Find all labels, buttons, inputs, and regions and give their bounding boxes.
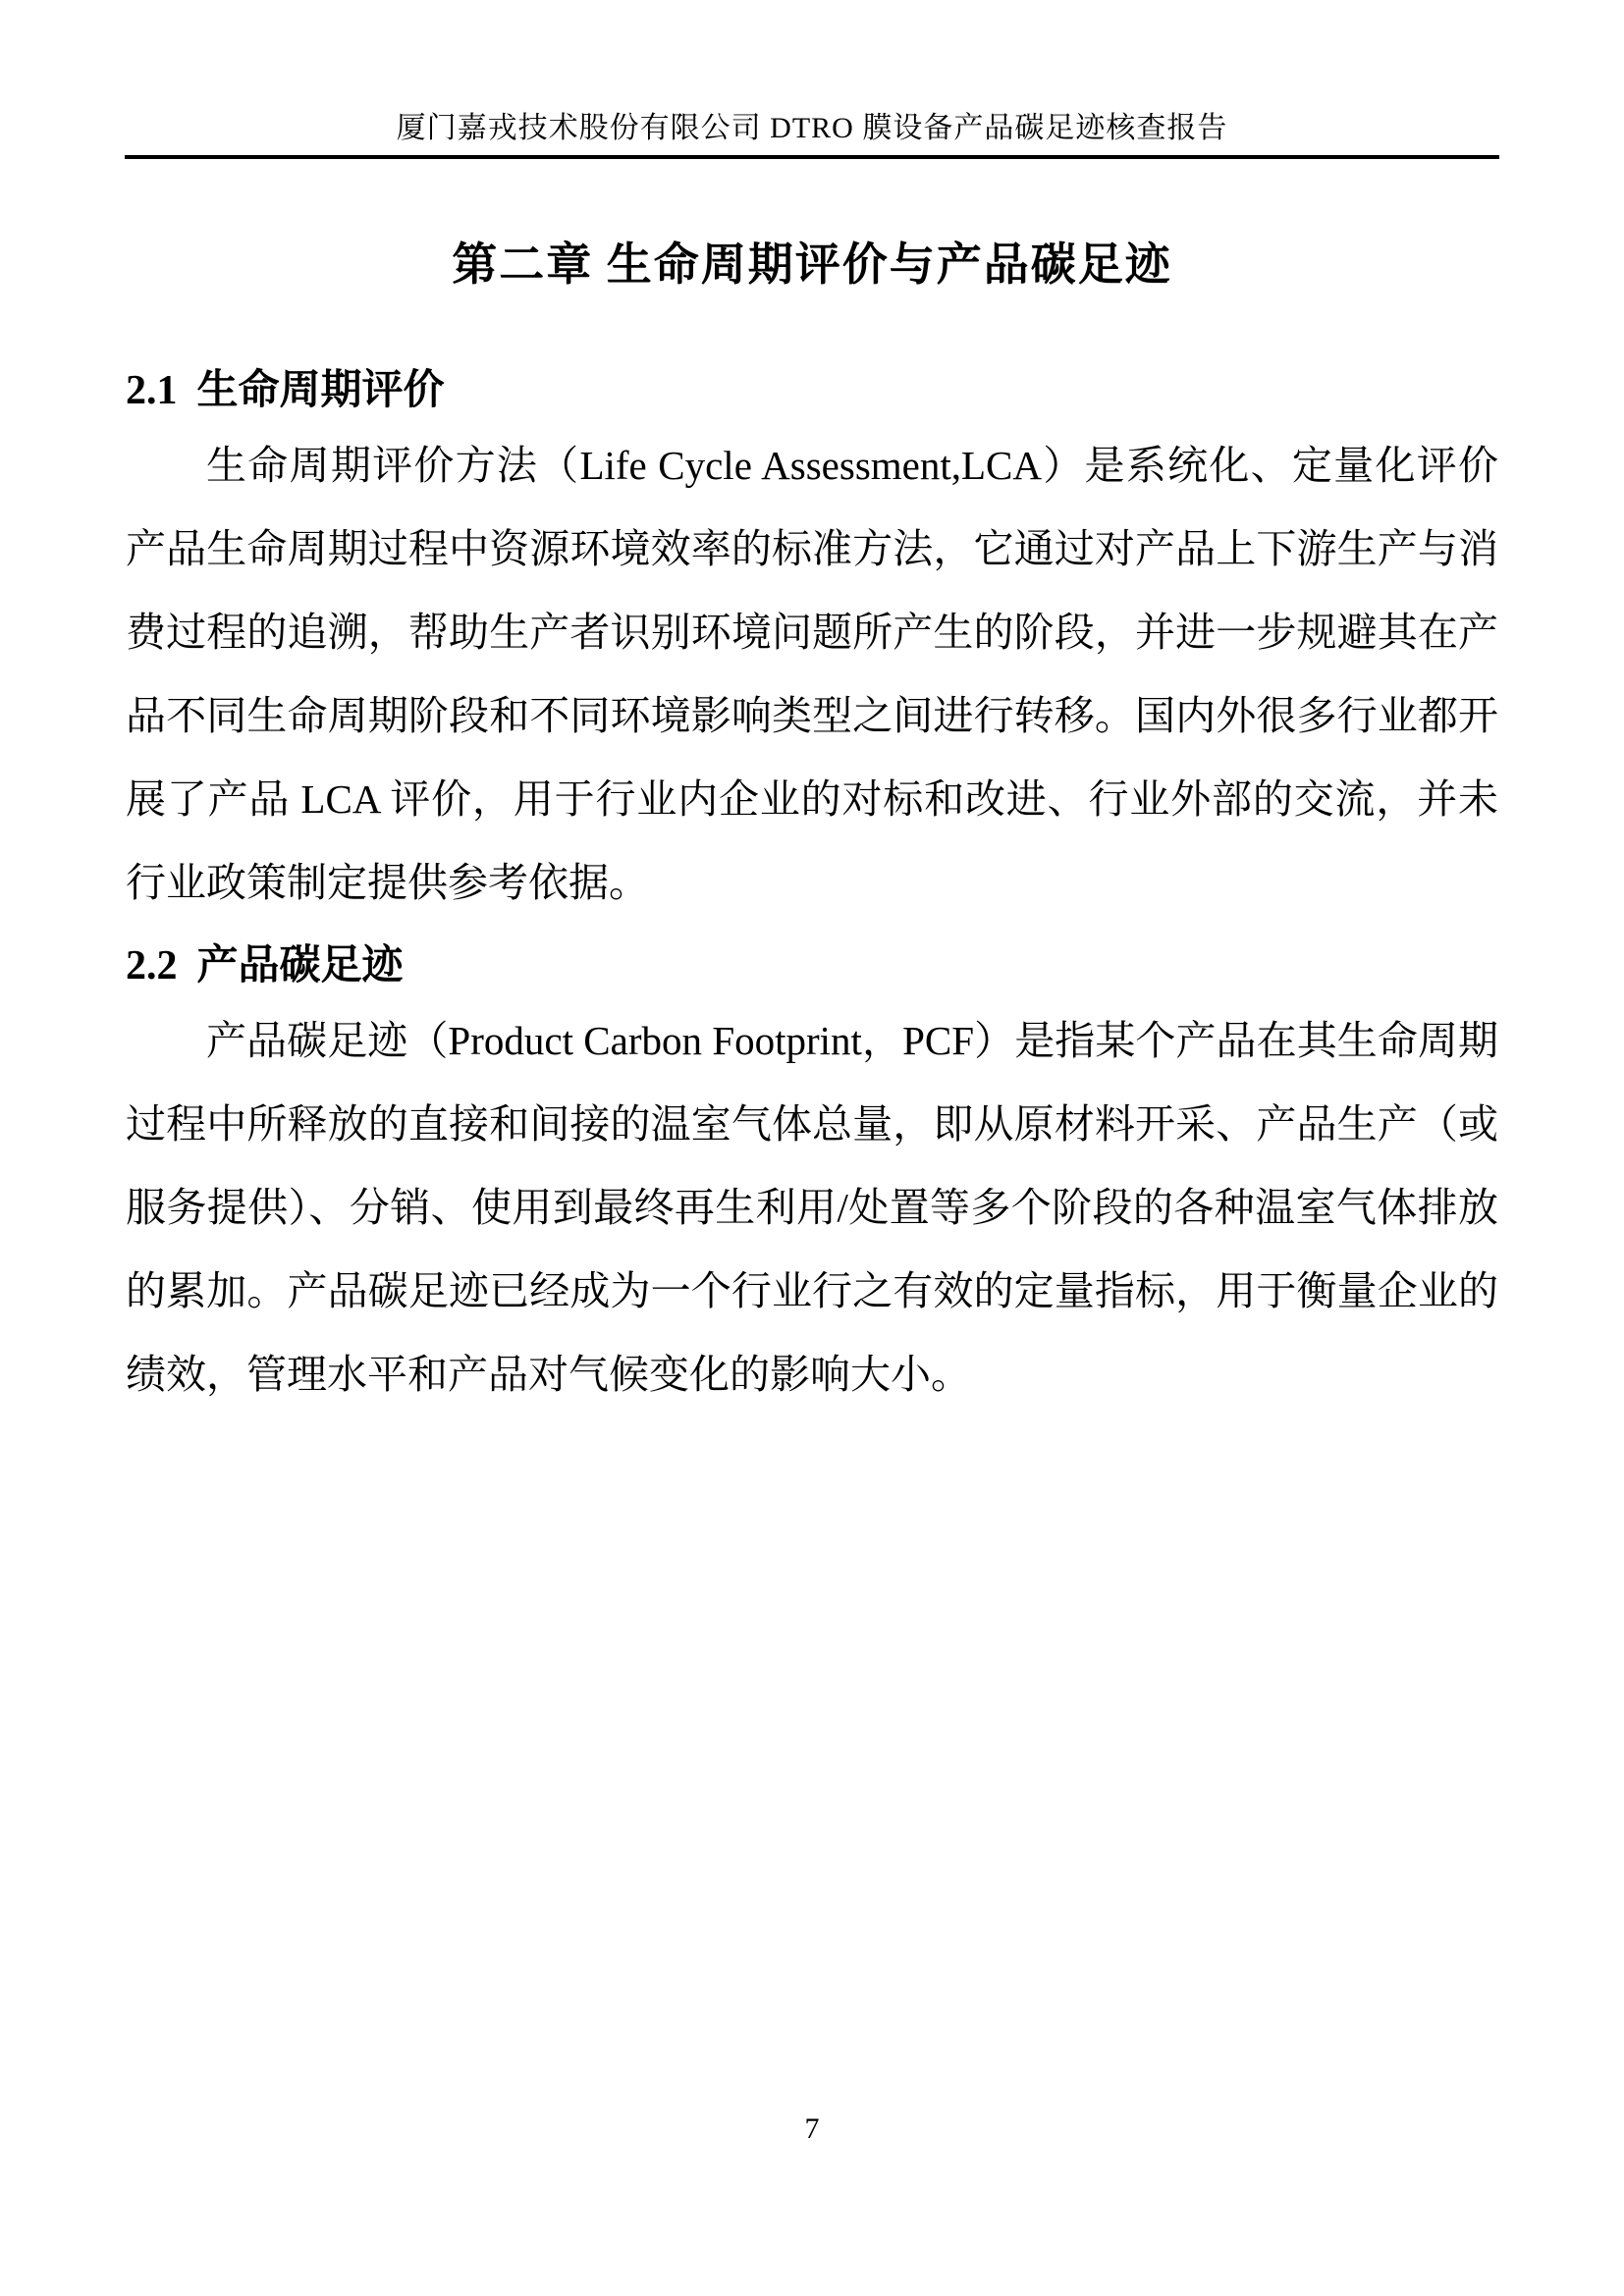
section-heading-2-1 bbox=[126, 365, 1498, 416]
section-number: 2.1 bbox=[126, 368, 178, 413]
section-title: 生命周期评价 bbox=[196, 368, 445, 413]
section-title: 产品碳足迹 bbox=[196, 943, 404, 988]
section-number: 2.2 bbox=[126, 943, 178, 988]
section-paragraph-2-1: 生命周期评价方法（Life Cycle Assessment,LCA）是系统化、定量化评价产品生命周期过程中资源环境效率的标准方法，它通过对产品上下游生产与消费过程的追溯，帮助生产者识别环境问题所产生的阶段，并进一步规避其在产品不同生命周期阶段和不同环境影响类型之间进行转移。国内外很多行业都开展了产品 LCA 评价，用于行业内企业的对标和改进、行业外部的交流，并未行业政策制定提供参考依据。 bbox=[126, 443, 1498, 905]
section-paragraph-2-2: 产品碳足迹（Product Carbon Footprint，PCF）是指某个产品在其生命周期过程中所释放的直接和间接的温室气体总量，即从原材料开采、产品生产（或服务提供）、分销、使用到最终再生利用/处置等多个阶段的各种温室气体排放的累加。产品碳足迹已经成为一个行业行之有效的定量指标，用于衡量企业的绩效，管理水平和产品对气候变化的影响大小。 bbox=[126, 1018, 1498, 1397]
page-header bbox=[125, 0, 1499, 159]
chapter-title: 第二章 生命周期评价与产品碳足迹 bbox=[452, 240, 1172, 290]
page-number: 7 bbox=[804, 2112, 820, 2145]
header-title: 厦门嘉戎技术股份有限公司 DTRO 膜设备产品碳足迹核查报告 bbox=[396, 112, 1228, 144]
section-heading-2-2 bbox=[126, 940, 1498, 991]
